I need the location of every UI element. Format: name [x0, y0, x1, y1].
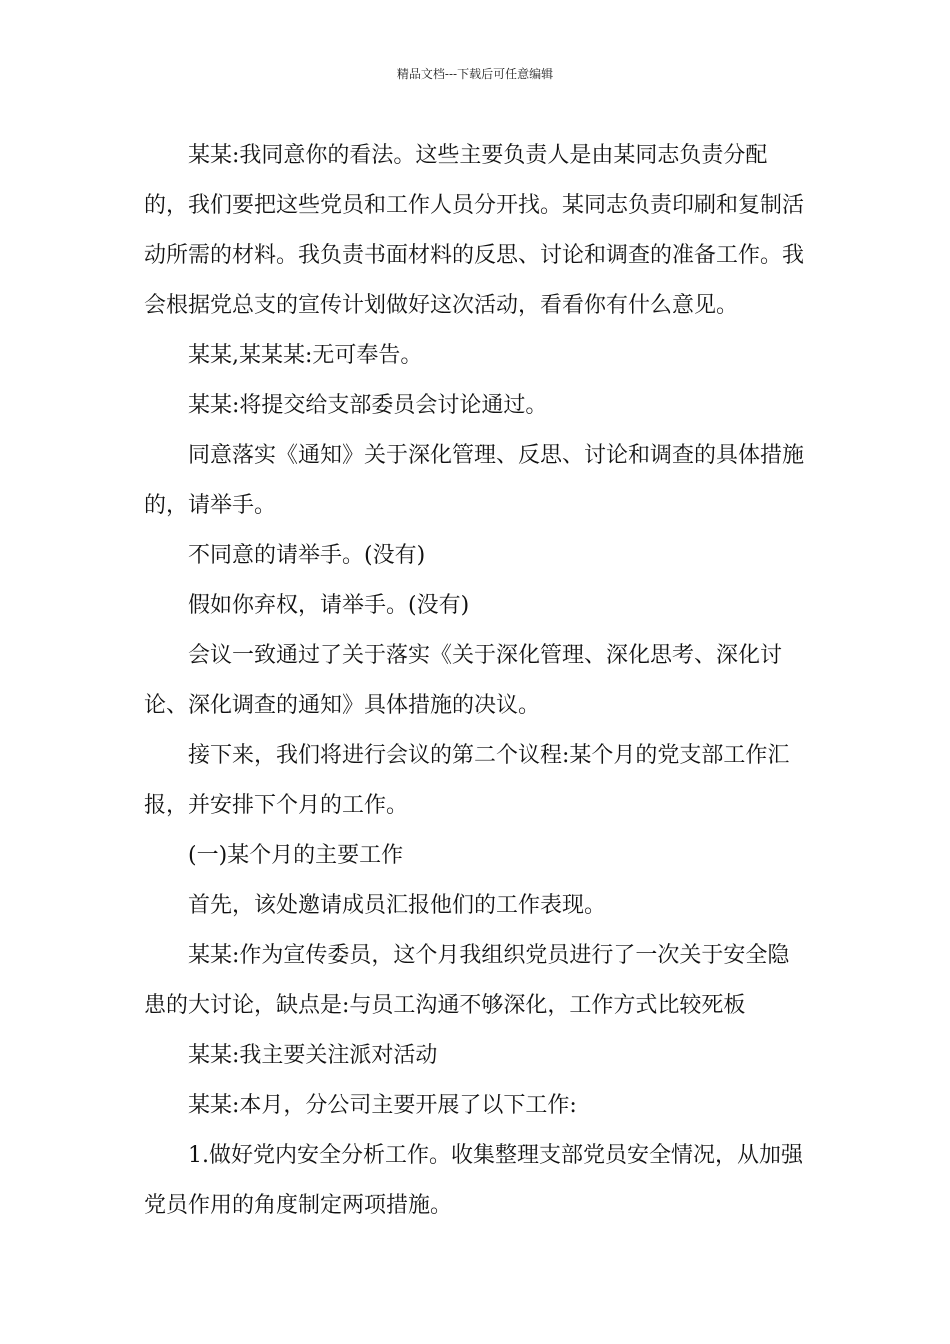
- paragraph: 不同意的请举手。(没有): [188, 543, 426, 568]
- paragraph: 同意落实《通知》关于深化管理、反思、讨论和调查的具体措施的，请举手。: [144, 443, 805, 518]
- paragraph: 某某:我同意你的看法。这些主要负责人是由某同志负责分配的，我们要把这些党员和工作人员分开找。某同志负责印刷和复制活动所需的材料。我负责书面材料的反思、讨论和调查的准备工作。我会根据党总支的宣传计划做好这次活动，看看你有什么意见。: [144, 143, 805, 318]
- paragraph: 首先，该处邀请成员汇报他们的工作表现。: [188, 893, 607, 918]
- paragraph: (一)某个月的主要工作: [188, 843, 404, 868]
- paragraph: 1.做好党内安全分析工作。收集整理支部党员安全情况，从加强党员作用的角度制定两项措施。: [144, 1143, 803, 1218]
- paragraph: 假如你弃权，请举手。(没有): [188, 593, 470, 618]
- paragraph: 某某:作为宣传委员，这个月我组织党员进行了一次关于安全隐患的大讨论，缺点是:与员工沟通不够深化，工作方式比较死板: [144, 943, 790, 1018]
- paragraph: 某某,某某某:无可奉告。: [188, 343, 423, 368]
- paragraph: 会议一致通过了关于落实《关于深化管理、深化思考、深化讨论、深化调查的通知》具体措施的决议。: [144, 643, 783, 718]
- paragraph: 某某:将提交给支部委员会讨论通过。: [188, 393, 548, 418]
- document-body: [144, 131, 810, 1231]
- paragraph: 某某:我主要关注派对活动: [188, 1043, 438, 1068]
- paragraph: 某某:本月，分公司主要开展了以下工作:: [188, 1093, 577, 1118]
- paragraph: 接下来，我们将进行会议的第二个议程:某个月的党支部工作汇报，并安排下个月的工作。: [144, 743, 790, 818]
- page-header: 精品文档---下载后可任意编辑: [396, 67, 554, 81]
